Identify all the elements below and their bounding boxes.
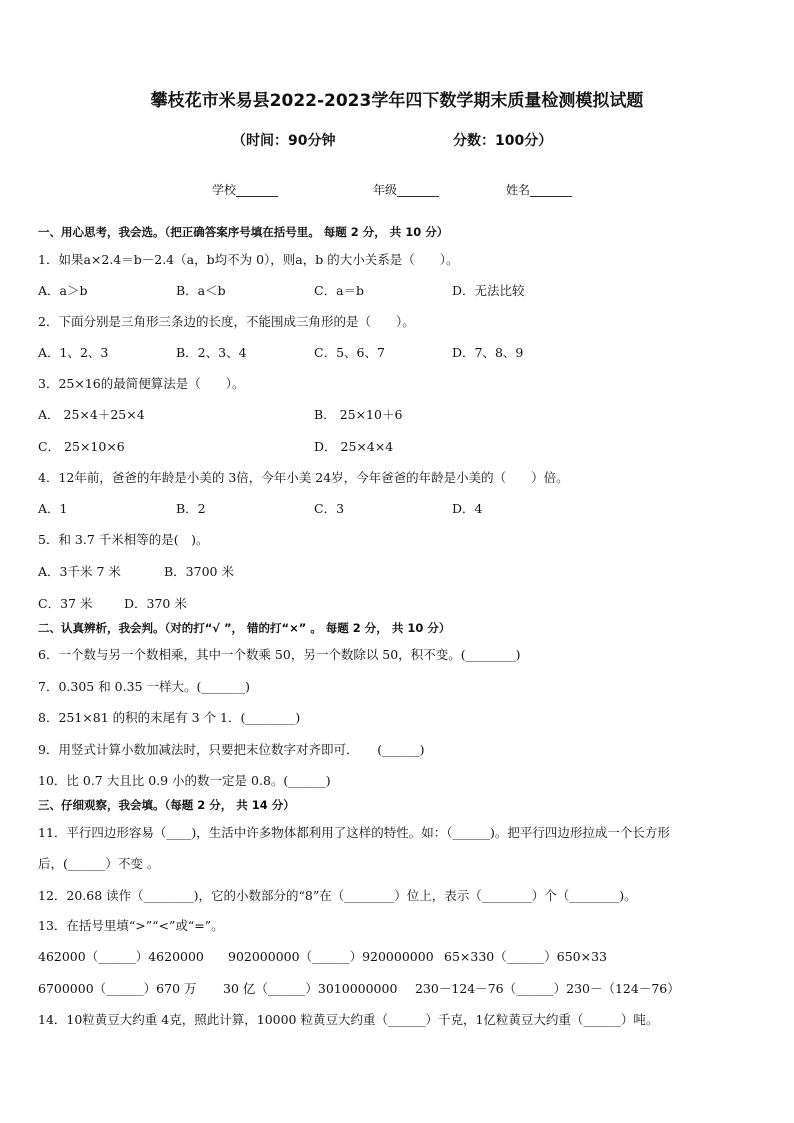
option: A． 25×4＋25×4	[38, 407, 145, 422]
question-4: 4．12年前，爸爸的年龄是小美的 3倍，今年小美 24岁，今年爸爸的年龄是小美的（ ）倍。	[38, 470, 569, 485]
exam-time: （时间：90分钟	[232, 133, 336, 149]
question-10: 10．比 0.7 大且比 0.9 小的数一定是 0.8。(______)	[38, 773, 331, 788]
question-14: 14．10粒黄豆大约重 4克，照此计算，10000 粒黄豆大约重（______）千克，1亿粒黄豆大约重（______）吨。	[38, 1012, 659, 1027]
section-heading: 二、认真辨析，我会判。（对的打“√ ”， 错的打“×” 。 每题 2 分， 共 10 分）	[38, 621, 451, 635]
question-7: 7．0.305 和 0.35 一样大。(_______)	[38, 679, 250, 694]
school-field: 学校_______	[212, 183, 279, 197]
option: D．370 米	[124, 596, 187, 611]
section-heading: 一、用心思考，我会选。（把正确答案序号填在括号里。 每题 2 分， 共 10 分）	[38, 225, 449, 239]
name-field: 姓名_______	[506, 183, 573, 197]
question-9: 9．用竖式计算小数加减法时，只要把末位数字对齐即可． (______)	[38, 742, 425, 757]
option: A．1、2、3	[38, 345, 109, 360]
exam-score: 分数：100分）	[453, 133, 553, 149]
option: B．3700 米	[164, 564, 234, 579]
option: B． 25×10＋6	[314, 407, 403, 422]
question-11-continued: 后，(______）不变 。	[38, 856, 160, 871]
section-heading: 三、仔细观察，我会填。（每题 2 分， 共 14 分）	[38, 798, 295, 812]
question-2: 2．下面分别是三角形三条边的长度，不能围成三角形的是（ ）。	[38, 314, 415, 329]
option: A．a＞b	[38, 283, 88, 298]
option: C．3	[314, 501, 345, 516]
question-11: 11．平行四边形容易（____)，生活中许多物体都利用了这样的特性。如：（______)。把平行四边形拉成一个长方形	[38, 825, 670, 840]
question-8: 8．251×81 的积的末尾有 3 个 1．(________)	[38, 710, 301, 725]
option: C．37 米	[38, 596, 93, 611]
option: D．无法比较	[452, 283, 525, 298]
question-6: 6．一个数与另一个数相乘，其中一个数乘 50，另一个数除以 50，积不变。(________)	[38, 647, 521, 662]
question-13: 13．在括号里填“>”“<”或“=”。	[38, 918, 224, 933]
compare-item: 30 亿（______）3010000000	[223, 981, 398, 996]
option: C．a＝b	[314, 283, 365, 298]
compare-item: 902000000（______）920000000	[228, 949, 434, 964]
option: D．7、8、9	[452, 345, 524, 360]
question-3: 3．25×16的最简便算法是（ ）。	[38, 376, 245, 391]
option: C． 25×10×6	[38, 439, 125, 454]
option: B．2	[176, 501, 206, 516]
option: D． 25×4×4	[314, 439, 394, 454]
compare-item: 230－124－76（______）230－（124－76）	[415, 981, 680, 996]
option: B．a＜b	[176, 283, 226, 298]
question-1: 1．如果a×2.4＝b－2.4（a，b均不为 0），则a，b 的大小关系是（ ）。	[38, 252, 459, 267]
option: D．4	[452, 501, 483, 516]
question-12: 12．20.68 读作（________)，它的小数部分的“8”在（________）位上，表示（________）个（________)。	[38, 888, 637, 903]
compare-item: 462000（______）4620000	[38, 949, 204, 964]
compare-item: 6700000（______）670 万	[38, 981, 197, 996]
option: B．2、3、4	[176, 345, 247, 360]
question-5: 5．和 3.7 千米相等的是( )。	[38, 532, 209, 547]
grade-field: 年级_______	[373, 183, 440, 197]
option: A．1	[38, 501, 68, 516]
compare-item: 65×330（______）650×33	[444, 949, 607, 964]
exam-title: 攀枝花市米易县2022-2023学年四下数学期末质量检测模拟试题	[150, 91, 644, 111]
option: A．3千米 7 米	[38, 564, 121, 579]
option: C．5、6、7	[314, 345, 385, 360]
